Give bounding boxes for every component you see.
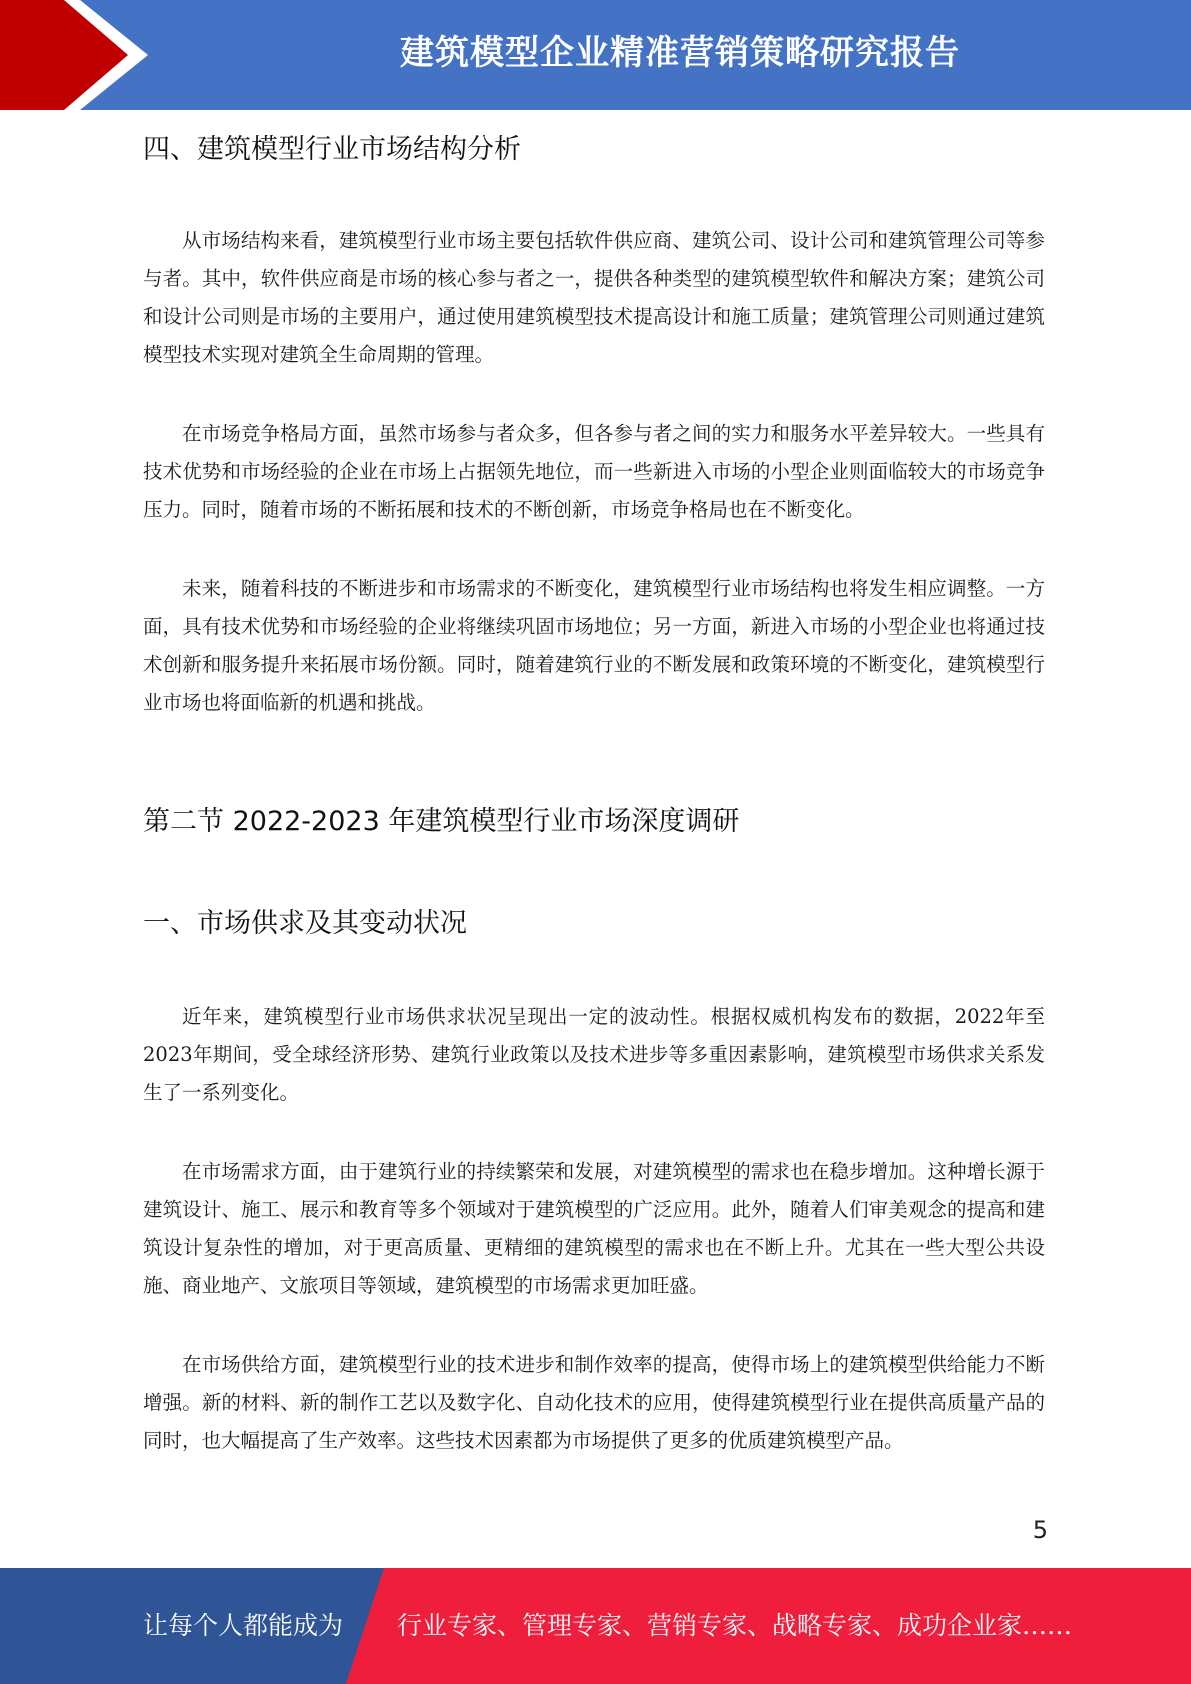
paragraph-market-demand: 在市场需求方面，由于建筑行业的持续繁荣和发展，对建筑模型的需求也在稳步增加。这种增长源于建筑设计、施工、展示和教育等多个领域对于建筑模型的广泛应用。此外，随着人们审美观念的提高和建筑设计复杂性的增加，对于更高质量、更精细的建筑模型的需求也在不断上升。尤其在一些大型公共设施、商业地产、文旅项目等领域，建筑模型的市场需求更加旺盛。 — [143, 1160, 1045, 1297]
section-heading-market-structure: 四、建筑模型行业市场结构分析 — [143, 134, 521, 165]
header-banner — [0, 0, 1191, 110]
paragraph-competition: 在市场竞争格局方面，虽然市场参与者众多，但各参与者之间的实力和服务水平差异较大。一些具有技术优势和市场经验的企业在市场上占据领先地位，而一些新进入市场的小型企业则面临较大的市场竞争压力。同时，随着市场的不断拓展和技术的不断创新，市场竞争格局也在不断变化。 — [143, 422, 1045, 521]
section-heading-supply-demand: 一、市场供求及其变动状况 — [143, 908, 467, 939]
paragraph-market-supply: 在市场供给方面，建筑模型行业的技术进步和制作效率的提高，使得市场上的建筑模型供给能力不断增强。新的材料、新的制作工艺以及数字化、自动化技术的应用，使得建筑模型行业在提供高质量产品的同时，也大幅提高了生产效率。这些技术因素都为市场提供了更多的优质建筑模型产品。 — [143, 1353, 1045, 1452]
footer-slogan-left: 让每个人都能成为 — [143, 1611, 344, 1640]
page-number: 5 — [1032, 1516, 1048, 1544]
chapter-heading-research: 第二节 2022-2023 年建筑模型行业市场深度调研 — [143, 806, 740, 837]
footer-slogan-right: 行业专家、管理专家、营销专家、战略专家、成功企业家…… — [397, 1611, 1073, 1640]
paragraph-market-structure: 从市场结构来看，建筑模型行业市场主要包括软件供应商、建筑公司、设计公司和建筑管理公司等参与者。其中，软件供应商是市场的核心参与者之一，提供各种类型的建筑模型软件和解决方案；建筑公司和设计公司则是市场的主要用户，通过使用建筑模型技术提高设计和施工质量；建筑管理公司则通过建筑模型技术实现对建筑全生命周期的管理。 — [143, 229, 1045, 366]
footer-banner — [0, 1568, 1191, 1684]
document-title: 建筑模型企业精准营销策略研究报告 — [400, 33, 960, 73]
paragraph-recent-years: 近年来，建筑模型行业市场供求状况呈现出一定的波动性。根据权威机构发布的数据，2022年至2023年期间，受全球经济形势、建筑行业政策以及技术进步等多重因素影响，建筑模型市场供求关系发生了一系列变化。 — [143, 1005, 1045, 1104]
paragraph-future: 未来，随着科技的不断进步和市场需求的不断变化，建筑模型行业市场结构也将发生相应调整。一方面，具有技术优势和市场经验的企业将继续巩固市场地位；另一方面，新进入市场的小型企业也将通过技术创新和服务提升来拓展市场份额。同时，随着建筑行业的不断发展和政策环境的不断变化，建筑模型行业市场也将面临新的机遇和挑战。 — [143, 577, 1045, 714]
